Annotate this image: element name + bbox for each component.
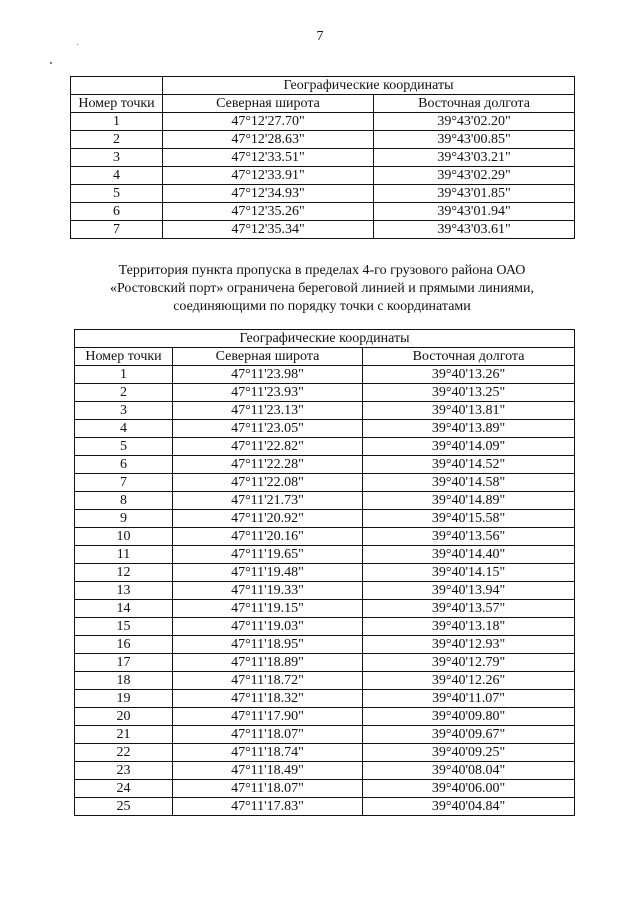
- cell-latitude: 47°12'35.34": [163, 221, 374, 239]
- cell-longitude: 39°40'08.04": [363, 762, 575, 780]
- cell-longitude: 39°40'11.07": [363, 690, 575, 708]
- cell-point-number: 21: [75, 726, 173, 744]
- cell-point-number: 5: [75, 438, 173, 456]
- cell-point-number: 12: [75, 564, 173, 582]
- table-row: [71, 149, 575, 167]
- cell-point-number: 7: [75, 474, 173, 492]
- cell-longitude: 39°43'01.94": [374, 203, 575, 221]
- table-row: [71, 185, 575, 203]
- cell-longitude: 39°40'12.26": [363, 672, 575, 690]
- cell-longitude: 39°40'12.79": [363, 654, 575, 672]
- cell-latitude: 47°11'18.89": [173, 654, 363, 672]
- table-row: [75, 744, 575, 762]
- column-header-latitude: Северная широта: [173, 348, 363, 366]
- cell-longitude: 39°40'13.25": [363, 384, 575, 402]
- table-row: [75, 780, 575, 798]
- description-line: Территория пункта пропуска в пределах 4-го грузового района ОАО: [118, 263, 526, 278]
- table-row: [75, 690, 575, 708]
- cell-latitude: 47°12'34.93": [163, 185, 374, 203]
- cell-latitude: 47°11'23.05": [173, 420, 363, 438]
- cell-point-number: 14: [75, 600, 173, 618]
- table-row: [75, 672, 575, 690]
- cell-latitude: 47°11'19.03": [173, 618, 363, 636]
- table-row: [71, 113, 575, 131]
- cell-point-number: 10: [75, 528, 173, 546]
- cell-longitude: 39°43'02.29": [374, 167, 575, 185]
- cell-point-number: 1: [71, 113, 163, 131]
- cell-point-number: 20: [75, 708, 173, 726]
- column-header-longitude: Восточная долгота: [374, 95, 575, 113]
- cell-longitude: 39°43'02.20": [374, 113, 575, 131]
- table-column-header-row: [75, 348, 575, 366]
- cell-longitude: 39°40'04.84": [363, 798, 575, 816]
- cell-point-number: 1: [75, 366, 173, 384]
- cell-latitude: 47°11'18.32": [173, 690, 363, 708]
- cell-latitude: 47°11'18.95": [173, 636, 363, 654]
- cell-point-number: 23: [75, 762, 173, 780]
- table-row: [75, 492, 575, 510]
- cell-latitude: 47°11'18.72": [173, 672, 363, 690]
- table-row: [75, 798, 575, 816]
- table-row: [75, 456, 575, 474]
- cell-latitude: 47°12'33.91": [163, 167, 374, 185]
- table-row: [75, 636, 575, 654]
- table-row: [71, 131, 575, 149]
- column-header-latitude: Северная широта: [163, 95, 374, 113]
- table-row: [75, 510, 575, 528]
- cell-latitude: 47°12'35.26": [163, 203, 374, 221]
- cell-point-number: 2: [75, 384, 173, 402]
- cell-longitude: 39°43'01.85": [374, 185, 575, 203]
- cell-latitude: 47°11'18.07": [173, 780, 363, 798]
- cell-latitude: 47°11'23.98": [173, 366, 363, 384]
- cell-point-number: 4: [71, 167, 163, 185]
- cell-latitude: 47°11'19.33": [173, 582, 363, 600]
- cell-point-number: 3: [75, 402, 173, 420]
- cell-longitude: 39°40'06.00": [363, 780, 575, 798]
- table-row: [71, 203, 575, 221]
- cell-point-number: 8: [75, 492, 173, 510]
- cell-point-number: 15: [75, 618, 173, 636]
- column-header-longitude: Восточная долгота: [363, 348, 575, 366]
- cell-latitude: 47°11'18.49": [173, 762, 363, 780]
- territory-description: [70, 262, 574, 316]
- cell-point-number: 18: [75, 672, 173, 690]
- cell-latitude: 47°11'23.93": [173, 384, 363, 402]
- cell-longitude: 39°40'14.09": [363, 438, 575, 456]
- cell-longitude: 39°40'15.58": [363, 510, 575, 528]
- table-row: [75, 762, 575, 780]
- group-header: Географические координаты: [163, 77, 575, 95]
- table-header-row: [75, 330, 575, 348]
- table-row: [75, 474, 575, 492]
- cell-point-number: 16: [75, 636, 173, 654]
- table-row: [75, 384, 575, 402]
- cell-latitude: 47°11'17.83": [173, 798, 363, 816]
- table-column-header-row: [71, 95, 575, 113]
- cell-point-number: 13: [75, 582, 173, 600]
- table-row: [71, 167, 575, 185]
- cell-point-number: 5: [71, 185, 163, 203]
- cell-latitude: 47°11'22.28": [173, 456, 363, 474]
- cell-latitude: 47°12'33.51": [163, 149, 374, 167]
- cell-longitude: 39°40'13.26": [363, 366, 575, 384]
- cell-latitude: 47°11'22.82": [173, 438, 363, 456]
- table-row: [75, 564, 575, 582]
- cell-longitude: 39°40'13.89": [363, 420, 575, 438]
- cell-latitude: 47°11'21.73": [173, 492, 363, 510]
- page-number: 7: [316, 29, 324, 44]
- cell-latitude: 47°11'18.74": [173, 744, 363, 762]
- column-header-point-number: Номер точки: [71, 95, 163, 113]
- table-row: [75, 654, 575, 672]
- cell-point-number: 25: [75, 798, 173, 816]
- cell-latitude: 47°11'18.07": [173, 726, 363, 744]
- table-row: [75, 420, 575, 438]
- cell-point-number: 6: [71, 203, 163, 221]
- cell-point-number: 24: [75, 780, 173, 798]
- cell-point-number: 22: [75, 744, 173, 762]
- cell-longitude: 39°40'14.58": [363, 474, 575, 492]
- coordinates-table-1: [70, 76, 575, 239]
- cell-longitude: 39°40'13.56": [363, 528, 575, 546]
- cell-point-number: 9: [75, 510, 173, 528]
- group-header: Географические координаты: [75, 330, 575, 348]
- table-row: [71, 221, 575, 239]
- table-row: [75, 726, 575, 744]
- table-row: [75, 618, 575, 636]
- cell-longitude: 39°40'09.80": [363, 708, 575, 726]
- table-row: [75, 600, 575, 618]
- table-row: [75, 438, 575, 456]
- table-row: [75, 708, 575, 726]
- cell-longitude: 39°40'13.18": [363, 618, 575, 636]
- cell-point-number: 7: [71, 221, 163, 239]
- table-header-row: [71, 77, 575, 95]
- cell-longitude: 39°40'14.89": [363, 492, 575, 510]
- cell-latitude: 47°11'19.48": [173, 564, 363, 582]
- cell-longitude: 39°43'03.21": [374, 149, 575, 167]
- table-row: [75, 528, 575, 546]
- cell-point-number: 6: [75, 456, 173, 474]
- cell-latitude: 47°11'20.92": [173, 510, 363, 528]
- cell-longitude: 39°40'12.93": [363, 636, 575, 654]
- cell-latitude: 47°11'20.16": [173, 528, 363, 546]
- cell-point-number: 4: [75, 420, 173, 438]
- cell-longitude: 39°40'14.52": [363, 456, 575, 474]
- table-row: [75, 366, 575, 384]
- cell-longitude: 39°43'00.85": [374, 131, 575, 149]
- cell-longitude: 39°40'13.81": [363, 402, 575, 420]
- column-header-point-number: Номер точки: [75, 348, 173, 366]
- cell-latitude: 47°11'22.08": [173, 474, 363, 492]
- cell-latitude: 47°12'28.63": [163, 131, 374, 149]
- cell-point-number: 17: [75, 654, 173, 672]
- cell-point-number: 11: [75, 546, 173, 564]
- cell-longitude: 39°40'13.57": [363, 600, 575, 618]
- description-line: «Ростовский порт» ограничена береговой линией и прямыми линиями,: [109, 281, 535, 296]
- cell-latitude: 47°11'17.90": [173, 708, 363, 726]
- table-row: [75, 546, 575, 564]
- cell-point-number: 19: [75, 690, 173, 708]
- cell-longitude: 39°40'09.67": [363, 726, 575, 744]
- cell-point-number: 2: [71, 131, 163, 149]
- cell-point-number: 3: [71, 149, 163, 167]
- coordinates-table-2: [74, 329, 575, 816]
- table-row: [75, 582, 575, 600]
- cell-latitude: 47°11'19.65": [173, 546, 363, 564]
- cell-longitude: 39°43'03.61": [374, 221, 575, 239]
- cell-longitude: 39°40'09.25": [363, 744, 575, 762]
- cell-latitude: 47°11'19.15": [173, 600, 363, 618]
- cell-longitude: 39°40'14.15": [363, 564, 575, 582]
- scan-speck: [50, 62, 52, 64]
- cell-longitude: 39°40'14.40": [363, 546, 575, 564]
- description-line: соединяющими по порядку точки с координатами: [173, 299, 471, 314]
- table-row: [75, 402, 575, 420]
- cell-latitude: 47°12'27.70": [163, 113, 374, 131]
- cell-longitude: 39°40'13.94": [363, 582, 575, 600]
- cell-latitude: 47°11'23.13": [173, 402, 363, 420]
